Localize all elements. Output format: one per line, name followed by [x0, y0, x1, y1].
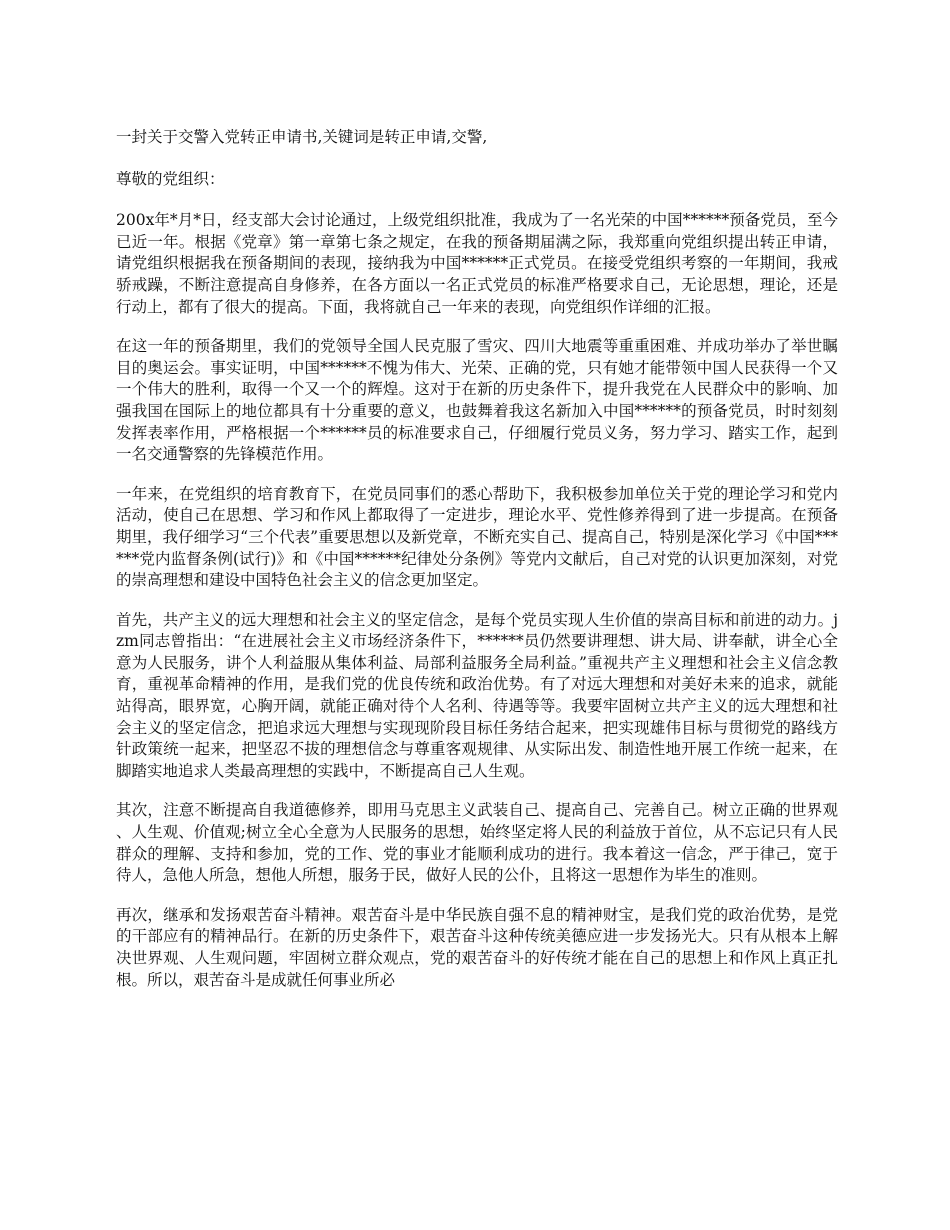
- paragraph-hard-work-spirit: 再次，继承和发扬艰苦奋斗精神。艰苦奋斗是中华民族自强不息的精神财宝，是我们党的政治优势，是党的干部应有的精神品行。在新的历史条件下，艰苦奋斗这种传统美德应进一步发扬光大。只有从根本上解决世界观、人生观问题，牢固树立群众观点，党的艰苦奋斗的好传统才能在自己的思想上和作风上真正扎根。所以，艰苦奋斗是成就任何事业所必: [116, 905, 838, 989]
- document-title: 一封关于交警入党转正申请书,关键词是转正申请,交警,: [116, 128, 488, 146]
- paragraph-study-progress: 一年来，在党组织的培育教育下，在党员同事们的悉心帮助下，我积极参加单位关于党的理论学习和党内活动，使自己在思想、学习和作风上都取得了一定进步，理论水平、党性修养得到了进一步提高。在预备期里，我仔细学习“三个代表”重要思想以及新党章，不断充实自己、提高自己，特别是深化学习《中国******党内监督条例(试行)》和《中国******纪律处分条例》等党内文献后，自己对党的认识更加深刻，对党的崇高理想和建设中国特色社会主义的信念更加坚定。: [116, 484, 838, 590]
- paragraph-ideals-beliefs: 首先，共产主义的远大理想和社会主义的坚定信念，是每个党员实现人生价值的崇高目标和前进的动力。jzm同志曾指出：“在进展社会主义市场经济条件下，******员仍然要讲理想、讲大局、讲奉献，讲全心全意为人民服务，讲个人利益服从集体利益、局部利益服务全局利益。”重视共产主义理想和社会主义信念教育，重视革命精神的作用，是我们党的优良传统和政治优势。有了对远大理想和对美好未来的追求，就能站得高，眼界宽，心胸开阔，就能正确对待个人名利、待遇等等。我要牢固树立共产主义的远大理想和社会主义的坚定信念，把追求远大理想与实现现阶段目标任务结合起来，把实现雄伟目标与贯彻党的路线方针政策统一起来，把坚忍不拔的理想信念与尊重客观规律、从实际出发、制造性地开展工作统一起来，在脚踏实地追求人类最高理想的实践中，不断提高自己人生观。: [116, 610, 838, 780]
- salutation: 尊敬的党组织：: [116, 169, 225, 188]
- paragraph-moral-cultivation: 其次，注意不断提高自我道德修养，即用马克思主义武装自己、提高自己、完善自己。树立正确的世界观、人生观、价值观;树立全心全意为人民服务的思想，始终坚定将人民的利益放于首位，从不忘记只有人民群众的理解、支持和参加，党的工作、党的事业才能顺利成功的进行。我本着这一信念，严于律己，宽于待人，急他人所急，想他人所想，服务于民，做好人民的公仆，且将这一思想作为毕生的准则。: [116, 801, 838, 885]
- paragraph-party-achievements: 在这一年的预备期里，我们的党领导全国人民克服了雪灾、四川大地震等重重困难、并成功举办了举世瞩目的奥运会。事实证明，中国******不愧为伟大、光荣、正确的党，只有她才能带领中国人民获得一个又一个伟大的胜利，取得一个又一个的辉煌。这对于在新的历史条件下，提升我党在人民群众中的影响、加强我国在国际上的地位都具有十分重要的意义，也鼓舞着我这名新加入中国******的预备党员，时时刻刻发挥表率作用，严格根据一个******员的标准要求自己，仔细履行党员义务，努力学习、踏实工作，起到一名交通警察的先锋模范作用。: [116, 337, 838, 464]
- document-page: [116, 127, 838, 1009]
- paragraph-probation-intro: 200x年*月*日，经支部大会讨论通过，上级党组织批准，我成为了一名光荣的中国******预备党员，至今已近一年。根据《党章》第一章第七条之规定，在我的预备期届满之际，我郑重向党组织提出转正申请，请党组织根据我在预备期间的表现，接纳我为中国******正式党员。在接受党组织考察的一年期间，我戒骄戒躁，不断注意提高自身修养，在各方面以一名正式党员的标准严格要求自己，无论思想，理论，还是行动上，都有了很大的提高。下面，我将就自己一年来的表现，向党组织作详细的汇报。: [116, 211, 838, 316]
